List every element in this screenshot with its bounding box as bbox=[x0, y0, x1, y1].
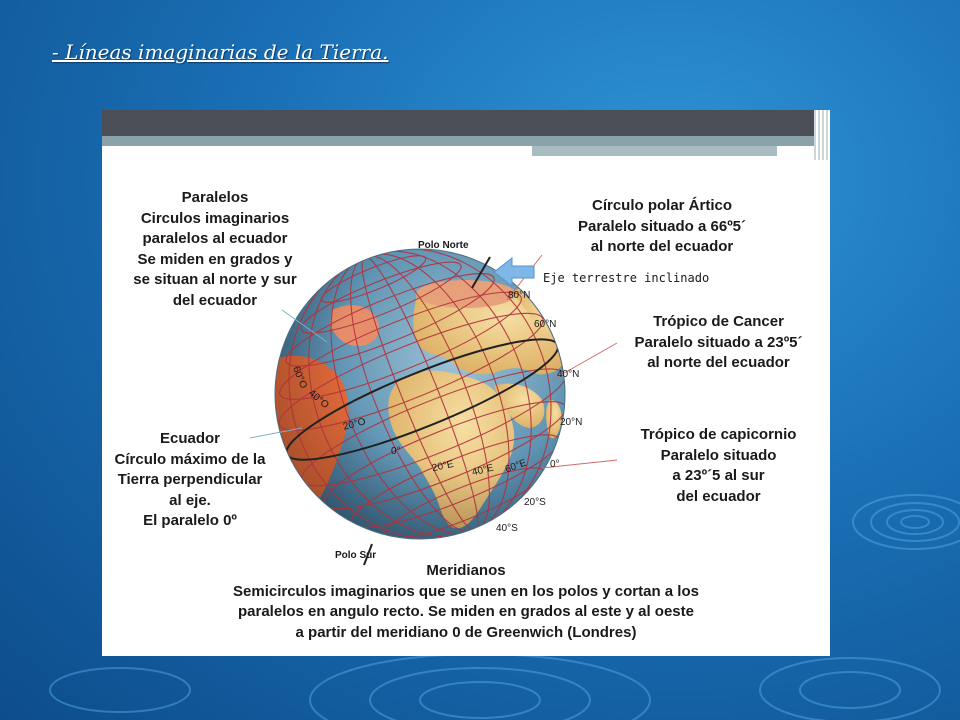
polo-sur-label: Polo Sur bbox=[335, 550, 377, 561]
lat-40n: 40°N bbox=[557, 369, 580, 380]
axis-note: Eje terrestre inclinado bbox=[543, 271, 710, 285]
meridianos-line: paralelos en angulo recto. Se miden en grados al este y al oeste bbox=[238, 603, 694, 620]
tropico-capricornio-line: a 23º´5 al sur bbox=[672, 467, 765, 484]
lon-20e: 20°E bbox=[431, 458, 455, 475]
paralelos-line: se situan al norte y sur bbox=[133, 271, 297, 288]
lon-40e: 40°E bbox=[470, 462, 495, 479]
meridianos-text bbox=[102, 561, 830, 643]
ecuador-line: El paralelo 0º bbox=[143, 512, 237, 529]
circulo-polar-line: Paralelo situado a 66º5´ bbox=[577, 217, 747, 235]
tropico-cancer-line: Paralelo situado a 23º5´ bbox=[634, 333, 803, 351]
lat-20n: 20°N bbox=[560, 417, 583, 428]
ecuador-line: Tierra perpendicular bbox=[117, 471, 263, 488]
lon-60o: 60°O bbox=[290, 364, 309, 391]
lon-60e: 60°E bbox=[503, 457, 529, 476]
tropico-cancer-line: al norte del ecuador bbox=[647, 354, 790, 371]
paralelos-line: Circulos imaginarios bbox=[140, 209, 290, 227]
circulo-polar-line: al norte del ecuador bbox=[590, 238, 734, 255]
ecuador-line: Círculo máximo de la bbox=[114, 450, 266, 468]
ecuador-text bbox=[102, 429, 278, 532]
meridianos-line: Semicirculos imaginarios que se unen en los polos y cortan a los bbox=[233, 582, 699, 600]
polo-norte-label: Polo Norte bbox=[418, 240, 469, 251]
lon-20o: 20°O bbox=[341, 416, 367, 433]
tropico-capricornio-line: del ecuador bbox=[676, 487, 761, 505]
lat-60n: 60°N bbox=[534, 319, 557, 330]
paralelos-line: Se miden en grados y bbox=[137, 250, 293, 268]
globe-figure bbox=[102, 110, 830, 656]
ecuador-heading: Ecuador bbox=[159, 430, 220, 447]
meridianos-heading: Meridianos bbox=[426, 562, 506, 579]
paralelos-line: paralelos al ecuador bbox=[142, 230, 288, 247]
tropico-capricornio-text bbox=[607, 425, 830, 507]
tropico-capricornio-line: Trópico de capicornio bbox=[640, 426, 797, 443]
paralelos-line: del ecuador bbox=[172, 291, 258, 309]
ecuador-line: al eje. bbox=[169, 491, 211, 509]
lat-80n: 80°N bbox=[508, 290, 531, 301]
lon-40o: 40°O bbox=[306, 387, 331, 412]
circulo-polar-line: Círculo polar Ártico bbox=[591, 197, 733, 214]
tropico-cancer-text bbox=[607, 312, 830, 374]
tropico-capricornio-line: Paralelo situado bbox=[660, 446, 777, 464]
tropico-cancer-line: Trópico de Cancer bbox=[653, 313, 784, 330]
lat-0: 0° bbox=[550, 459, 560, 470]
circulo-polar-text bbox=[542, 196, 782, 258]
lat-40s: 40°S bbox=[496, 523, 518, 534]
paralelos-heading: Paralelos bbox=[181, 189, 249, 206]
slide-title: - Líneas imaginarias de la Tierra. bbox=[52, 40, 389, 64]
lat-20s: 20°S bbox=[524, 497, 546, 508]
lon-0: 0° bbox=[391, 446, 401, 457]
meridianos-line: a partir del meridiano 0 de Greenwich (Londres) bbox=[295, 623, 637, 641]
paralelos-text bbox=[102, 188, 328, 311]
